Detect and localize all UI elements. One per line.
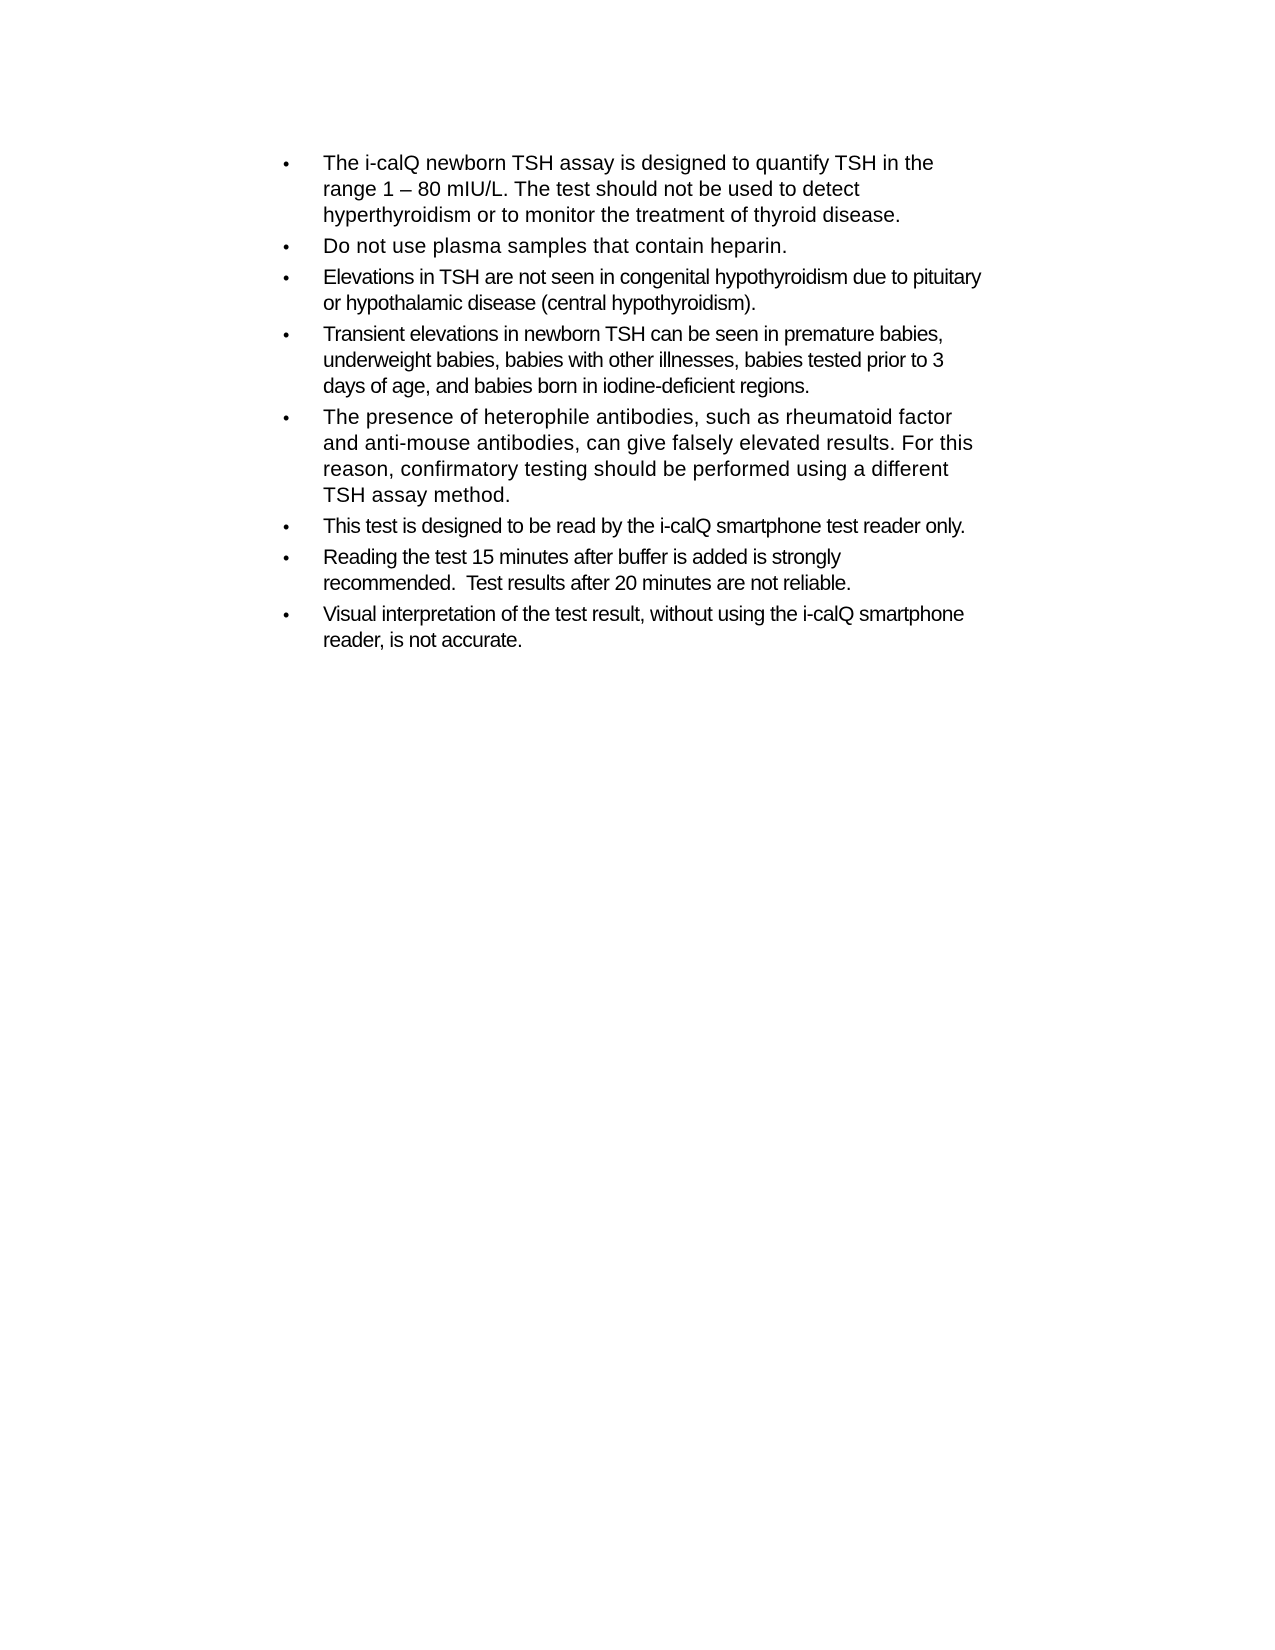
bullet-icon: • <box>283 268 290 288</box>
list-item-text: Transient elevations in newborn TSH can be seen in premature babies, underweight babies, babies with other illnesses, babies tested prior to 3 days of age, and babies born in iodine-deficient regions. <box>323 323 944 398</box>
list-item <box>283 265 1043 317</box>
bullet-icon: • <box>283 154 290 174</box>
limitations-list <box>283 151 1043 659</box>
list-item-text: Reading the test 15 minutes after buffer is added is strongly recommended. Test results after 20 minutes are not reliable. <box>323 546 851 595</box>
bullet-icon: • <box>283 548 290 568</box>
list-item-text: Do not use plasma samples that contain heparin. <box>323 235 788 258</box>
list-item <box>283 234 1043 260</box>
list-item <box>283 322 1043 400</box>
list-item <box>283 151 1043 229</box>
list-item-text: Visual interpretation of the test result, without using the i-calQ smartphone reader, is not accurate. <box>323 603 964 652</box>
bullet-icon: • <box>283 237 290 257</box>
list-item-text: The presence of heterophile antibodies, such as rheumatoid factor and anti-mouse antibodies, can give falsely elevated results. For this reason, confirmatory testing should be performed using a different TSH assay method. <box>323 406 974 507</box>
bullet-icon: • <box>283 325 290 345</box>
list-item <box>283 514 1043 540</box>
bullet-icon: • <box>283 605 290 625</box>
list-item-text: This test is designed to be read by the i-calQ smartphone test reader only. <box>323 515 966 538</box>
list-item <box>283 602 1043 654</box>
list-item <box>283 405 1043 509</box>
bullet-icon: • <box>283 517 290 537</box>
list-item-text: The i-calQ newborn TSH assay is designed to quantify TSH in the range 1 – 80 mIU/L. The test should not be used to detect hyperthyroidism or to monitor the treatment of thyroid disease. <box>323 152 934 227</box>
bullet-icon: • <box>283 408 290 428</box>
list-item <box>283 545 1043 597</box>
list-item-text: Elevations in TSH are not seen in congenital hypothyroidism due to pituitary or hypothalamic disease (central hypothyroidism). <box>323 266 981 315</box>
